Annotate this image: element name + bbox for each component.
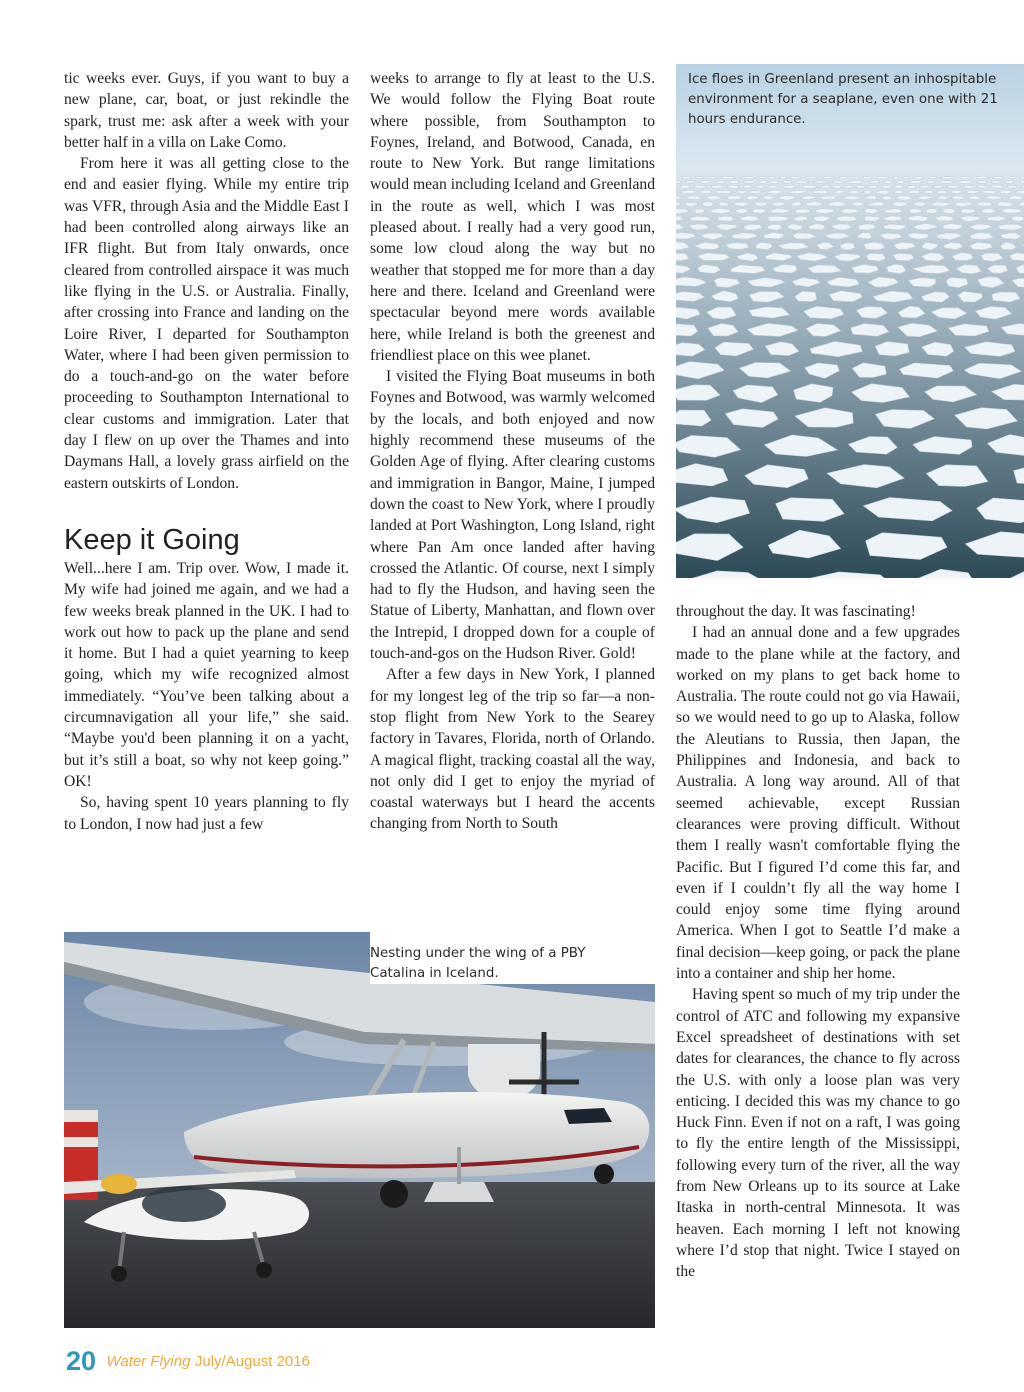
ice-floe: [902, 176, 910, 178]
paragraph: From here it was all getting close to the end and easier flying. While my entire trip was VFR, through Asia and the Middle East I had been controlled along airways like an IFR flight. But from Italy onwards, once cleared from controlled airspace it was much like flying in the U.S. or Australia. Finally, after crossing into France and landing on the Loire River, I departed for Southampton Water, where I had been given permission to do a touch-and-go on the water before proceeding to Southampton International to clear customs and immigration. Later that day I flew on up over the Thames and into Daymans Hall, a lovely grass airfield on the eastern outskirts of London.: [64, 155, 349, 492]
ice-floe: [870, 181, 881, 184]
ice-floe: [821, 185, 830, 188]
ice-floe: [919, 185, 930, 188]
ice-floe: [844, 196, 861, 200]
ice-floe: [993, 176, 1005, 179]
ice-floe: [685, 181, 695, 184]
ice-floe: [769, 176, 776, 179]
ice-floe: [896, 181, 904, 184]
ice-floe: [913, 176, 923, 179]
ice-floe: [893, 254, 914, 261]
photo-caption: Ice floes in Greenland present an inhospitable environment for a seaplane, even one with 21 hours endurance.: [688, 72, 998, 127]
ice-floe: [743, 181, 756, 184]
ice-floe: [782, 185, 796, 188]
ice-floe: [927, 181, 935, 184]
ice-floe: [716, 190, 733, 193]
paragraph: throughout the day. It was fascinating!: [676, 603, 916, 620]
ice-floe: [721, 176, 736, 179]
ice-floe: [997, 202, 1013, 207]
ice-floe: [804, 176, 818, 179]
ice-floe: [1004, 181, 1014, 184]
ice-floe: [707, 176, 717, 179]
paragraph: Well...here I am. Trip over. Wow, I made it. My wife had joined me again, and we had a few weeks break planned in the UK. I had to work out how to pack up the plane and send it home. But I had a quiet yearning to keep going, which my wife recognized almost immediately. “You’ve been talking about a circumnavigation all your life,” she said. “Maybe you'd been planning it on a yacht, but it’s still a boat, so why not keep going.” OK!: [64, 559, 349, 790]
article-column-3: [676, 601, 960, 1283]
ice-floe: [924, 190, 934, 193]
page-number: 20: [66, 1346, 97, 1376]
ice-floe: [836, 216, 857, 221]
ice-floe: [698, 265, 720, 274]
paragraph: tic weeks ever. Guys, if you want to buy a new plane, car, boat, or just rekindle the spark, trust me: ask after a week with your better half in a villa on Lake Como.: [64, 70, 349, 151]
page-footer: [66, 1346, 310, 1377]
ice-floe: [776, 498, 845, 522]
issue-date: July/August 2016: [194, 1353, 310, 1370]
ice-floe: [982, 190, 996, 193]
ice-floe: [851, 176, 859, 179]
ice-floe: [959, 176, 972, 178]
article-column-2: [370, 68, 655, 835]
ice-floe: [966, 190, 979, 194]
ice-floe: [676, 410, 711, 426]
magazine-name: Water Flying: [106, 1353, 191, 1370]
ice-floe: [882, 185, 891, 188]
ice-floe: [701, 190, 712, 194]
photo-caption: Nesting under the wing of a PBY Catalina in Iceland.: [370, 946, 586, 981]
ice-floe: [856, 185, 865, 188]
ice-floe: [876, 176, 889, 179]
paragraph: I had an annual done and a few upgrades made to the plane while at the factory, and worked on my plans to get back home to Australia. The route could not go via Hawaii, so we would need to go up to Alaska, follow the Aleutians to Russia, then Japan, the Philippines and Indonesia, and back to Australia. A long way around. All of that seemed achievable, except Russian clearances were proving difficult. Without them I really wasn't comfortable flying the Pacific. But I figured I’d come this far, and even if I couldn’t fly all the way home I could enjoy some time flying around America. When I got to Seattle I’d make a final decision—keep going, or pack the plane into a container and ship her home.: [676, 624, 960, 983]
ice-floe: [681, 185, 690, 189]
ice-floe: [991, 180, 1001, 183]
ice-floe: [977, 202, 992, 206]
ice-floe: [768, 185, 777, 188]
ice-floe: [852, 202, 864, 206]
ice-floe: [782, 180, 793, 183]
ice-floe: [696, 176, 704, 178]
ice-floe: [718, 216, 735, 221]
ice-floe: [868, 185, 877, 188]
ice-floe: [694, 185, 706, 188]
ice-floes-photo: [676, 64, 1024, 578]
paragraph: Having spent so much of my trip under the control of ATC and following my expansive Excel spreadsheet of destinations with set dates for clearances, the chance to fly across the U.S. with only a loose plan was very enticing. I decided this was my chance to go Huck Finn. Even if not on a raft, I was going to fly the entire length of the Mississippi, following every turn of the river, all the way from New Orleans up to its source at Lake Itaska in north-central Minnesota. It was heaven. Each morning I left not knowing where I’d stop that night. Twice I stayed on the: [676, 986, 960, 1281]
ice-floe: [864, 216, 880, 221]
ice-floe: [977, 181, 988, 184]
ice-floe: [756, 185, 765, 188]
article-column-1: [64, 68, 349, 835]
paragraph: So, having spent 10 years planning to fly to London, I now had just a few: [64, 794, 349, 833]
ice-floe: [832, 181, 844, 184]
paragraph: weeks to arrange to fly at least to the U.S. We would follow the Flying Boat route where possible, from Southampton to Foynes, Ireland, and Botwood, Canada, en route to New York. But range limitations would mean including Iceland and Greenland in the route as well, which I was most pleased about. I really had a very good run, some low cloud along the way but no weather that stopped me for more than a day here and there. Iceland and Greenland were spectacular beyond mere words available here, while Ireland is both the greenest and friendliest place on this wee planet.: [370, 70, 655, 364]
caption-panel: [370, 932, 655, 984]
ice-floe: [821, 196, 837, 200]
paragraph: After a few days in New York, I planned for my longest leg of the trip so far—a non-stop flight from New York to the Searey factory in Tavares, Florida, north of Orlando. A magical flight, tracking coastal all the way, not only did I get to enjoy the myriad of coastal waterways but I heard the accents changing from North to South: [370, 666, 655, 833]
ice-floe: [933, 185, 943, 188]
ice-floe: [1009, 196, 1023, 200]
ice-floe: [752, 209, 766, 214]
paragraph: I visited the Flying Boat museums in both Foynes and Botwood, was warmly welcomed by the locals, and both enjoyed and now highly recommend these museums of the Golden Age of flying. After clearing customs and immigration in Bangor, Maine, I jumped down the coast to New York, where I proudly landed at Port Washington, Long Island, right where Pan Am once landed after having crossed the Atlantic. Of course, next I simply had to fly the Hudson, and having seen the Statue of Liberty, Manhattan, and flown over the Intrepid, I dropped down for a couple of touch-and-gos on the Hudson River. Gold!: [370, 368, 655, 663]
ice-floe: [907, 185, 917, 188]
catalina-seaplane-photo: [64, 932, 655, 1328]
ice-floe: [700, 181, 713, 184]
section-heading: Keep it Going: [64, 523, 240, 556]
